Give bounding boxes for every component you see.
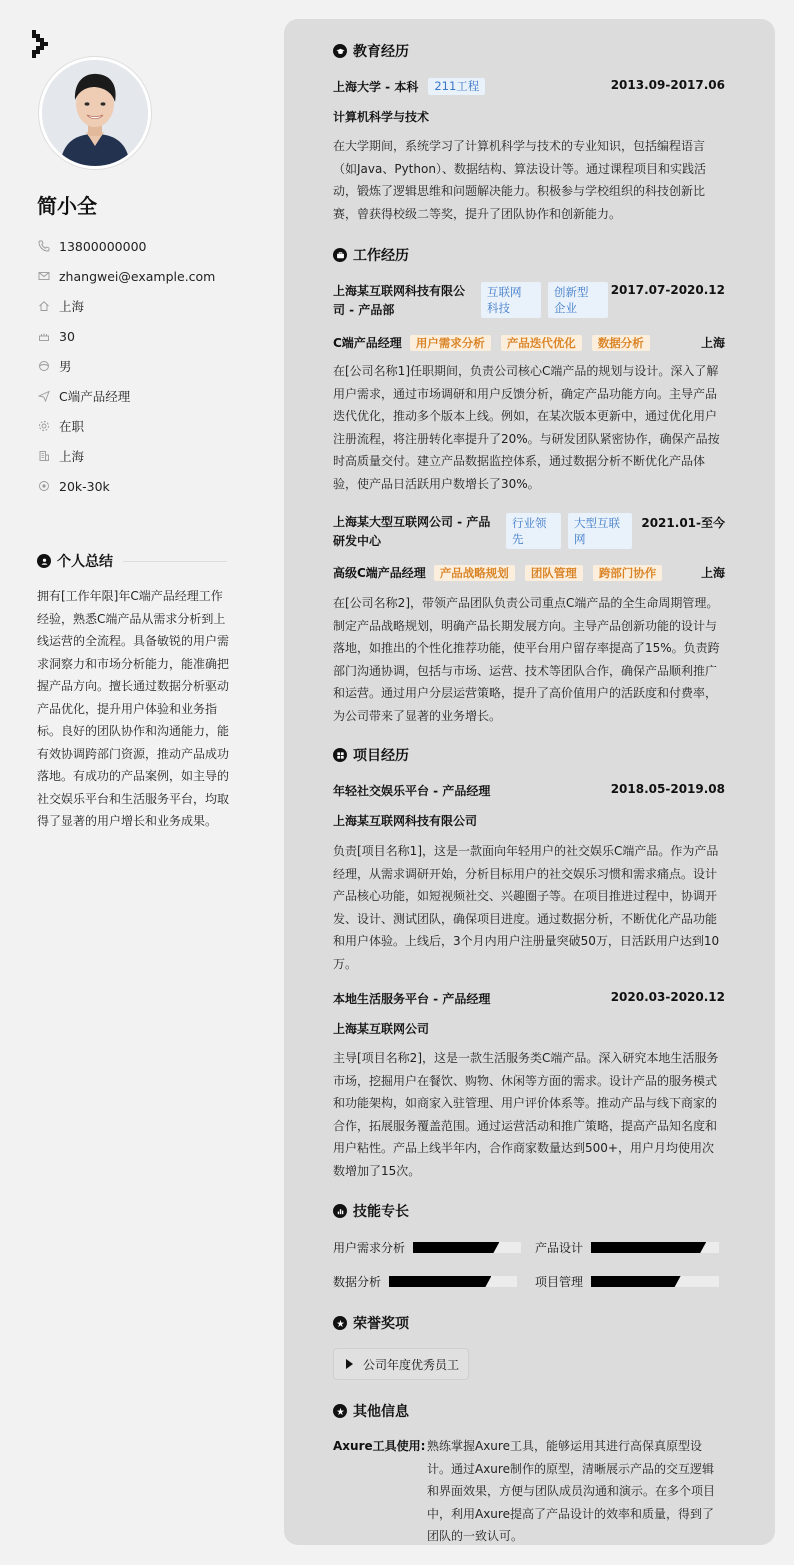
company-tag (481, 282, 541, 318)
job-city: 上海 (700, 566, 725, 580)
skill-tag: 团队管理 (525, 565, 583, 581)
skill-name: 产品设计 (535, 1241, 584, 1255)
job-company (333, 282, 473, 320)
building-icon (37, 449, 51, 463)
section-divider (123, 561, 227, 562)
job-role-row (333, 334, 725, 351)
info-value: 男 (59, 359, 72, 374)
other-text: 熟练掌握Axure工具，能够运用其进行高保真原型设计。通过Axure制作的原型，清晰展示产品的交互逻辑和界面效果，方便与团队成员沟通和演示。在多个项目中，利用Axure提高了产品设计的效率和质量，得到了团队的一致认可。 (427, 1439, 716, 1543)
info-gender (37, 351, 257, 381)
project-company-row (333, 812, 725, 829)
play-icon (346, 1359, 353, 1369)
job-company-line: 上海某互联网科技有限公 (333, 284, 466, 298)
user-icon (37, 554, 51, 568)
gender-icon (37, 359, 51, 373)
section-title: 个人总结 (57, 554, 113, 570)
project-company: 上海某互联网公司 (333, 1022, 430, 1036)
skill-bar (591, 1276, 719, 1287)
skill-name: 用户需求分析 (333, 1241, 406, 1255)
company-tag-line: 大型互联 (574, 516, 620, 530)
section-title: 工作经历 (353, 248, 409, 264)
age-icon (37, 329, 51, 343)
mail-icon (37, 269, 51, 283)
company-tag-line: 创新型 (554, 285, 589, 299)
section-divider (419, 51, 725, 52)
info-value: C端产品经理 (59, 389, 131, 404)
education-row (333, 78, 725, 95)
skill-tag: 产品战略规划 (434, 565, 515, 581)
project-row (333, 782, 725, 799)
skill-row (333, 1239, 725, 1256)
skills-header (333, 1201, 725, 1221)
skill-name: 项目管理 (535, 1275, 584, 1289)
status-icon (37, 419, 51, 433)
graduation-cap-icon (333, 44, 347, 58)
skill-bar (389, 1276, 517, 1287)
section-title: 项目经历 (353, 748, 409, 764)
project-date: 2018.05-2019.08 (610, 782, 725, 796)
education-date: 2013.09-2017.06 (610, 78, 725, 92)
company-tag (568, 513, 632, 549)
job-company-line: 司 - 产品部 (333, 303, 395, 317)
skill-tag: 数据分析 (592, 335, 650, 351)
other-header (333, 1401, 725, 1421)
skill-name: 数据分析 (333, 1275, 382, 1289)
company-tag-line: 先 (512, 532, 524, 546)
job-role-row (333, 564, 725, 581)
skill-bar-fill (389, 1276, 491, 1287)
info-salary (37, 471, 257, 501)
section-title: 其他信息 (353, 1404, 409, 1420)
company-tag-line: 企业 (554, 301, 577, 315)
work-header (333, 245, 725, 265)
job-header (333, 513, 725, 551)
project-text: 主导[项目名称2]，这是一款生活服务类C端产品。深入研究本地生活服务市场，挖掘用户在餐饮、购物、休闲等方面的需求。设计产品的服务模式和功能架构，如商家入驻管理、用户评价体系等。推动产品与线下商家的合作，拓展服务覆盖范围。通过运营活动和推广策略，提高产品知名度和用户粘性。产品上线半年内，合作商家数量达到500+，用户月均使用次数增加了15次。 (333, 1051, 719, 1178)
job-date: 2017.07-2020.12 (610, 283, 725, 297)
project-name: 年轻社交娱乐平台 - 产品经理 (333, 784, 491, 798)
company-tag-line: 行业领 (512, 516, 547, 530)
school-tag: 211工程 (428, 78, 485, 95)
home-icon (37, 299, 51, 313)
bar-chart-icon (333, 1204, 347, 1218)
job-company-line: 上海某大型互联网公司 - 产品 (333, 515, 491, 529)
send-icon (37, 389, 51, 403)
education-text: 在大学期间，系统学习了计算机科学与技术的专业知识，包括编程语言（如Java、Python）、数据结构、算法设计等。通过课程项目和实践活动，锻炼了逻辑思维和问题解决能力。积极参与学校组织的科技创新比赛，曾获得校级二等奖，提升了团队协作和创新能力。 (333, 139, 706, 221)
company-tag-line: 互联网 (487, 285, 522, 299)
skill-tag: 用户需求分析 (410, 335, 491, 351)
info-icon (333, 1404, 347, 1418)
major-name: 计算机科学与技术 (333, 110, 430, 124)
school-name: 上海大学 - 本科 (333, 80, 419, 94)
company-tag-line: 网 (574, 532, 586, 546)
info-location (37, 291, 257, 321)
project-row (333, 990, 725, 1007)
skill-bar (413, 1242, 521, 1253)
award-name: 公司年度优秀员工 (363, 1357, 460, 1372)
salary-icon (37, 479, 51, 493)
skill-tag: 跨部门协作 (593, 565, 663, 581)
job-header (333, 282, 725, 320)
section-title: 教育经历 (353, 44, 409, 60)
skill-bar (591, 1242, 719, 1253)
projects-header (333, 745, 725, 765)
briefcase-icon (333, 248, 347, 262)
profile-name: 简小全 (37, 194, 97, 218)
info-city (37, 441, 257, 471)
job-role: 高级C端产品经理 (333, 566, 426, 580)
job-company-line: 研发中心 (333, 534, 382, 548)
sidebar (0, 0, 270, 1565)
info-value: 上海 (59, 299, 85, 314)
other-row (333, 1435, 725, 1548)
info-email (37, 261, 257, 291)
logo-icon (32, 30, 52, 58)
skill-bar-fill (591, 1242, 706, 1253)
job-text: 在[公司名称2]，带领产品团队负责公司重点C端产品的全生命周期管理。制定产品战略规划，明确产品长期发展方向。主导产品创新功能的设计与落地，如推出的个性化推荐功能，使平台用户留存率提高了15%。负责跨部门沟通协调，包括与市场、运营、技术等团队合作，确保产品顺利推广和运营。通过用户分层运营策略，提升了高价值用户的活跃度和付费率，为公司带来了显著的业务增长。 (333, 596, 720, 723)
avatar-portrait-icon (42, 60, 148, 166)
info-value: 在职 (59, 419, 85, 434)
skill-bar-fill (413, 1242, 499, 1253)
project-company-row (333, 1020, 725, 1037)
section-divider (419, 755, 725, 756)
project-date: 2020.03-2020.12 (610, 990, 725, 1004)
major-row (333, 108, 725, 125)
company-tag-line: 科技 (487, 301, 510, 315)
info-value: 20k-30k (59, 478, 110, 494)
summary-text: 拥有[工作年限]年C端产品经理工作经验，熟悉C端产品从需求分析到上线运营的全流程。具备敏锐的用户需求洞察力和市场分析能力，能准确把握产品方向。擅长通过数据分析驱动产品优化，提升用户体验和业务指标。良好的团队协作和沟通能力，能有效协调跨部门资源，推动产品成功落地。有成功的产品案例，如主导的社交娱乐平台和生活服务平台，均取得了显著的用户增长和业务成果。 (37, 589, 230, 828)
section-divider (419, 255, 725, 256)
project-text: 负责[项目名称1]，这是一款面向年轻用户的社交娱乐C端产品。作为产品经理，从需求调研开始，分析目标用户的社交娱乐习惯和需求痛点。设计产品核心功能，如短视频社交、兴趣圈子等。在项目推进过程中，协调开发、设计、测试团队，确保项目进度。通过数据分析，不断优化产品功能和用户体验。上线后，3个月内用户注册量突破50万，日活跃用户达到10万。 (333, 844, 720, 971)
info-position (37, 381, 257, 411)
skill-tag: 产品迭代优化 (501, 335, 582, 351)
section-divider (419, 1211, 725, 1212)
info-value: 30 (59, 328, 75, 344)
info-value: 13800000000 (59, 238, 147, 254)
job-role: C端产品经理 (333, 336, 402, 350)
job-company (333, 513, 498, 551)
avatar (39, 57, 151, 169)
summary-header (37, 551, 227, 571)
company-tag (506, 513, 561, 549)
info-phone (37, 231, 257, 261)
honors-header (333, 1313, 725, 1333)
section-title: 技能专长 (353, 1204, 409, 1220)
job-city: 上海 (700, 336, 725, 350)
section-title: 荣誉奖项 (353, 1316, 409, 1332)
section-divider (419, 1411, 725, 1412)
phone-icon (37, 239, 51, 253)
grid-icon (333, 748, 347, 762)
award-item[interactable] (333, 1348, 469, 1380)
skill-bar-fill (591, 1276, 681, 1287)
project-name: 本地生活服务平台 - 产品经理 (333, 992, 491, 1006)
company-tag (548, 282, 608, 318)
education-header (333, 41, 725, 61)
section-divider (419, 1323, 725, 1324)
other-label: Axure工具使用: (333, 1439, 426, 1453)
job-date: 2021.01-至今 (641, 516, 725, 530)
skill-row (333, 1273, 725, 1290)
info-value: 上海 (59, 449, 85, 464)
contact-info-list (37, 231, 257, 501)
job-text: 在[公司名称1]任职期间，负责公司核心C端产品的规划与设计。深入了解用户需求，通过市场调研和用户反馈分析，确定产品功能方向。主导产品迭代优化，推动多个版本上线。例如，在某次版本更新中，通过优化用户注册流程，将注册转化率提升了20%。与研发团队紧密协作，确保产品按时高质量交付。建立产品数据监控体系，通过数据分析不断优化产品体验，使产品日活跃用户数增长了30%。 (333, 364, 720, 491)
info-value: zhangwei@example.com (59, 268, 216, 284)
project-company: 上海某互联网科技有限公司 (333, 814, 478, 828)
award-icon (333, 1316, 347, 1330)
info-status (37, 411, 257, 441)
info-age (37, 321, 257, 351)
